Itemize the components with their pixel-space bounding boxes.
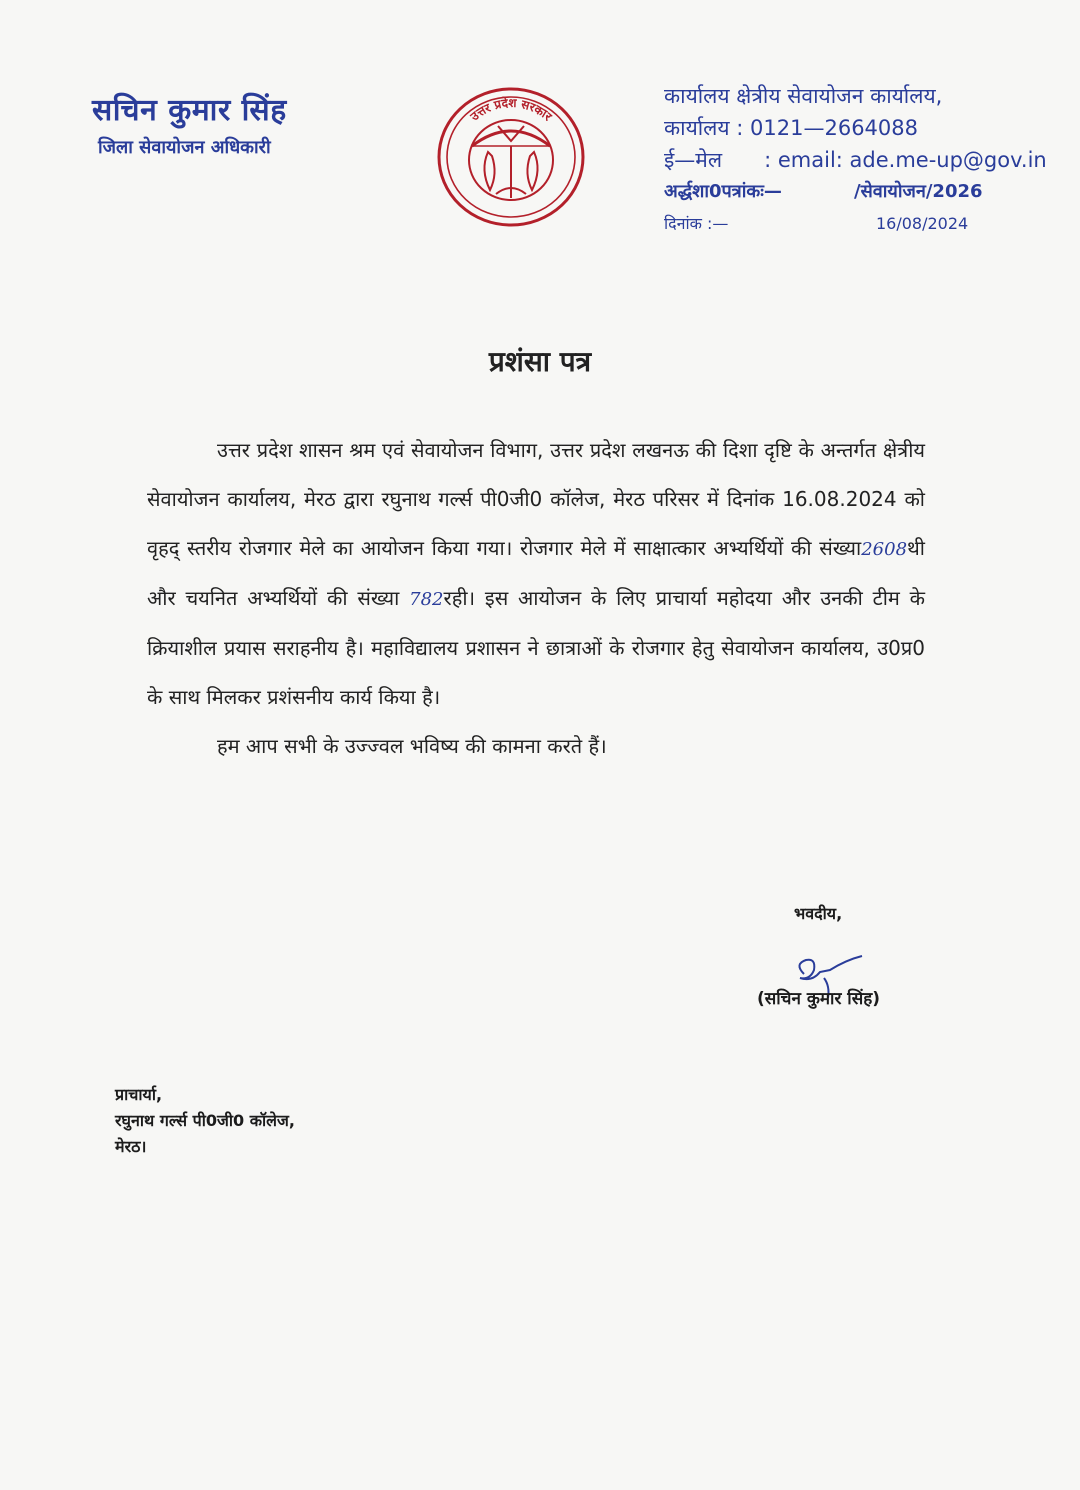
emblem-text: उत्तर प्रदेश सरकार [467,95,555,124]
email-value: : email: ade.me-up@gov.in [764,148,1047,172]
officer-name: सचिन कुमार सिंह [92,93,287,128]
closing-salutation: भवदीय, [794,904,843,923]
office-phone: कार्यालय : 0121—2664088 [664,116,918,140]
email-label: ई—मेल [664,148,723,172]
office-name: कार्यालय क्षेत्रीय सेवायोजन कार्यालय, [664,84,943,108]
recipient-line-1: प्राचार्या, [115,1085,163,1104]
recipient-line-3: मेरठ। [115,1137,147,1156]
body-text-part-2: थी और चयनित अभ्यर्थियों की संख्या [147,536,925,610]
signatory-name: (सचिन कुमार सिंह) [757,989,881,1009]
recipient-line-2: रघुनाथ गर्ल्स पी0जी0 कॉलेज, [115,1111,295,1130]
body-text-part-3: रही। इस आयोजन के लिए प्राचार्या महोदया और उनकी टीम के क्रियाशील प्रयास सराहनीय है। महाविद्यालय प्रशासन ने छात्राओं के रोजगार हेतु सेवायोजन कार्यालय, उ0प्र0 के साथ मिलकर प्रशंसनीय कार्य किया है। [147,586,926,709]
reference-label: अर्द्धशा0पत्रांकः— [664,181,782,202]
letter-body [147,426,925,771]
officer-title: जिला सेवायोजन अधिकारी [98,137,271,158]
up-government-emblem-icon [436,86,586,228]
interview-count: 2608 [861,539,908,560]
body-paragraph-1 [147,426,925,722]
office-email [664,144,1047,176]
body-paragraph-2: हम आप सभी के उज्ज्वल भविष्य की कामना करते हैं। [217,734,607,758]
recipient-address [115,1082,295,1160]
date-label: दिनांक :— [664,214,729,233]
office-details [664,80,1047,240]
officer-block [92,88,287,159]
reference-value: /सेवायोजन/2026 [854,181,983,202]
body-text-part-1: उत्तर प्रदेश शासन श्रम एवं सेवायोजन विभाग, उत्तर प्रदेश लखनऊ की दिशा दृष्टि के अन्तर्गत क्षेत्रीय सेवायोजन कार्यालय, मेरठ द्वारा रघुनाथ गर्ल्स पी0जी0 कॉलेज, मेरठ परिसर में दिनांक 16.08.2024 को वृहद् स्तरीय रोजगार मेले का आयोजन किया गया। रोजगार मेले में साक्षात्कार अभ्यर्थियों की संख्या [147,438,925,560]
reference-number [664,176,1047,208]
date-value: 16/08/2024 [876,214,969,233]
document-title: प्रशंसा पत्र [488,345,592,378]
letter-date [664,208,1047,240]
selected-count: 782 [409,589,444,610]
